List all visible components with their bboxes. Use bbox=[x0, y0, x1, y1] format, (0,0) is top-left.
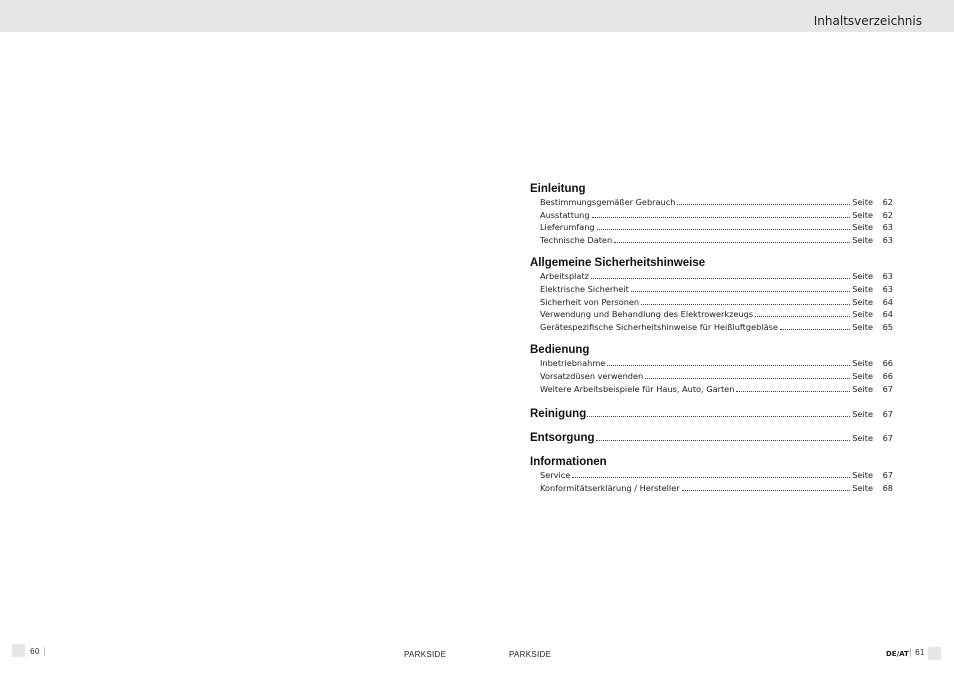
dot-leader bbox=[597, 229, 851, 230]
entry-page: 66 bbox=[882, 358, 893, 369]
entry-seite: Seite bbox=[852, 234, 873, 245]
dot-leader bbox=[780, 329, 850, 330]
toc-entry[interactable] bbox=[530, 308, 893, 321]
dot-leader bbox=[645, 378, 850, 379]
entry-page: 67 bbox=[882, 433, 893, 444]
entry-page: 68 bbox=[882, 482, 893, 493]
dot-leader bbox=[677, 204, 850, 205]
entry-page: 64 bbox=[882, 296, 893, 307]
language-code: DE/AT bbox=[886, 650, 909, 658]
toc-entry[interactable] bbox=[530, 370, 893, 383]
header-bar bbox=[0, 0, 954, 32]
section-title: Entsorgung bbox=[530, 432, 595, 445]
section-title: Informationen bbox=[530, 456, 607, 469]
entry-label: Ausstattung bbox=[540, 209, 590, 220]
entry-seite: Seite bbox=[852, 321, 873, 332]
entry-page: 66 bbox=[882, 370, 893, 381]
toc-entry[interactable] bbox=[530, 469, 893, 482]
dot-leader bbox=[572, 477, 850, 478]
table-of-contents bbox=[530, 182, 893, 500]
toc-section-reinigung[interactable] bbox=[530, 407, 893, 421]
entry-page: 64 bbox=[882, 309, 893, 320]
toc-entry[interactable] bbox=[530, 357, 893, 370]
entry-page: 63 bbox=[882, 234, 893, 245]
toc-section-sicherheit bbox=[530, 256, 893, 333]
dot-leader bbox=[587, 416, 850, 417]
entry-page: 65 bbox=[882, 321, 893, 332]
entry-label: Weitere Arbeitsbeispiele für Haus, Auto, Garten bbox=[540, 383, 735, 394]
page-number-left: 60 bbox=[30, 647, 45, 656]
page-marker-left bbox=[12, 644, 25, 657]
toc-entry[interactable] bbox=[530, 196, 893, 209]
page-number-right: 61 bbox=[910, 648, 925, 657]
entry-page: 62 bbox=[882, 209, 893, 220]
section-title: Bedienung bbox=[530, 344, 590, 357]
entry-seite: Seite bbox=[852, 209, 873, 220]
entry-label: Arbeitsplatz bbox=[540, 271, 589, 282]
entry-seite: Seite bbox=[852, 409, 873, 420]
dot-leader bbox=[682, 490, 851, 491]
dot-leader bbox=[614, 242, 850, 243]
entry-label: Lieferumfang bbox=[540, 222, 595, 233]
entry-seite: Seite bbox=[852, 433, 873, 444]
dot-leader bbox=[596, 440, 851, 441]
entry-page: 63 bbox=[882, 222, 893, 233]
parkside-logo-left: PARKSIDE bbox=[404, 650, 447, 659]
entry-label: Vorsatzdüsen verwenden bbox=[540, 370, 644, 381]
entry-seite: Seite bbox=[852, 197, 873, 207]
entry-seite: Seite bbox=[852, 309, 873, 320]
entry-page: 63 bbox=[882, 283, 893, 294]
entry-label: Inbetriebnahme bbox=[540, 358, 606, 369]
dot-leader bbox=[641, 304, 850, 305]
section-title: Allgemeine Sicherheitshinweise bbox=[530, 257, 706, 270]
entry-label: Sicherheit von Personen bbox=[540, 296, 640, 307]
toc-entry[interactable] bbox=[530, 270, 893, 283]
entry-seite: Seite bbox=[852, 383, 873, 394]
toc-entry[interactable] bbox=[530, 209, 893, 222]
entry-seite: Seite bbox=[852, 271, 873, 282]
entry-label: Konformitätserklärung / Hersteller bbox=[540, 482, 680, 493]
section-title: Reinigung bbox=[530, 408, 587, 421]
toc-section-entsorgung[interactable] bbox=[530, 431, 893, 445]
entry-seite: Seite bbox=[852, 470, 873, 481]
entry-page: 67 bbox=[882, 409, 893, 420]
entry-page: 63 bbox=[882, 271, 893, 282]
toc-entry[interactable] bbox=[530, 234, 893, 247]
toc-entry[interactable] bbox=[530, 296, 893, 309]
toc-entry[interactable] bbox=[530, 383, 893, 396]
entry-seite: Seite bbox=[852, 222, 873, 233]
entry-page: 67 bbox=[882, 470, 893, 481]
toc-entry[interactable] bbox=[530, 482, 893, 495]
entry-label: Elektrische Sicherheit bbox=[540, 283, 629, 294]
parkside-logo-right: PARKSIDE bbox=[509, 650, 552, 659]
page-title: Inhaltsverzeichnis bbox=[813, 14, 922, 28]
entry-label: Technische Daten bbox=[540, 234, 613, 245]
dot-leader bbox=[592, 217, 851, 218]
entry-seite: Seite bbox=[852, 296, 873, 307]
dot-leader bbox=[736, 391, 850, 392]
section-title: Einleitung bbox=[530, 183, 586, 195]
entry-seite: Seite bbox=[852, 283, 873, 294]
entry-seite: Seite bbox=[852, 358, 873, 369]
entry-label: Verwendung und Behandlung des Elektrowerkzeugs bbox=[540, 309, 754, 320]
entry-page: 62 bbox=[882, 197, 893, 207]
dot-leader bbox=[591, 278, 850, 279]
dot-leader bbox=[755, 316, 850, 317]
toc-section-bedienung bbox=[530, 343, 893, 395]
toc-entry[interactable] bbox=[530, 221, 893, 234]
toc-entry[interactable] bbox=[530, 283, 893, 296]
toc-section-einleitung bbox=[530, 182, 893, 246]
page-marker-right bbox=[928, 647, 941, 660]
entry-page: 67 bbox=[882, 383, 893, 394]
toc-entry[interactable] bbox=[530, 321, 893, 334]
dot-leader bbox=[631, 291, 850, 292]
entry-seite: Seite bbox=[852, 482, 873, 493]
toc-section-informationen bbox=[530, 455, 893, 494]
dot-leader bbox=[607, 365, 850, 366]
entry-label: Bestimmungsgemäßer Gebrauch bbox=[540, 197, 676, 207]
entry-label: Service bbox=[540, 470, 571, 481]
entry-label: Gerätespezifische Sicherheitshinweise für Heißluftgebläse bbox=[540, 321, 778, 332]
entry-seite: Seite bbox=[852, 370, 873, 381]
